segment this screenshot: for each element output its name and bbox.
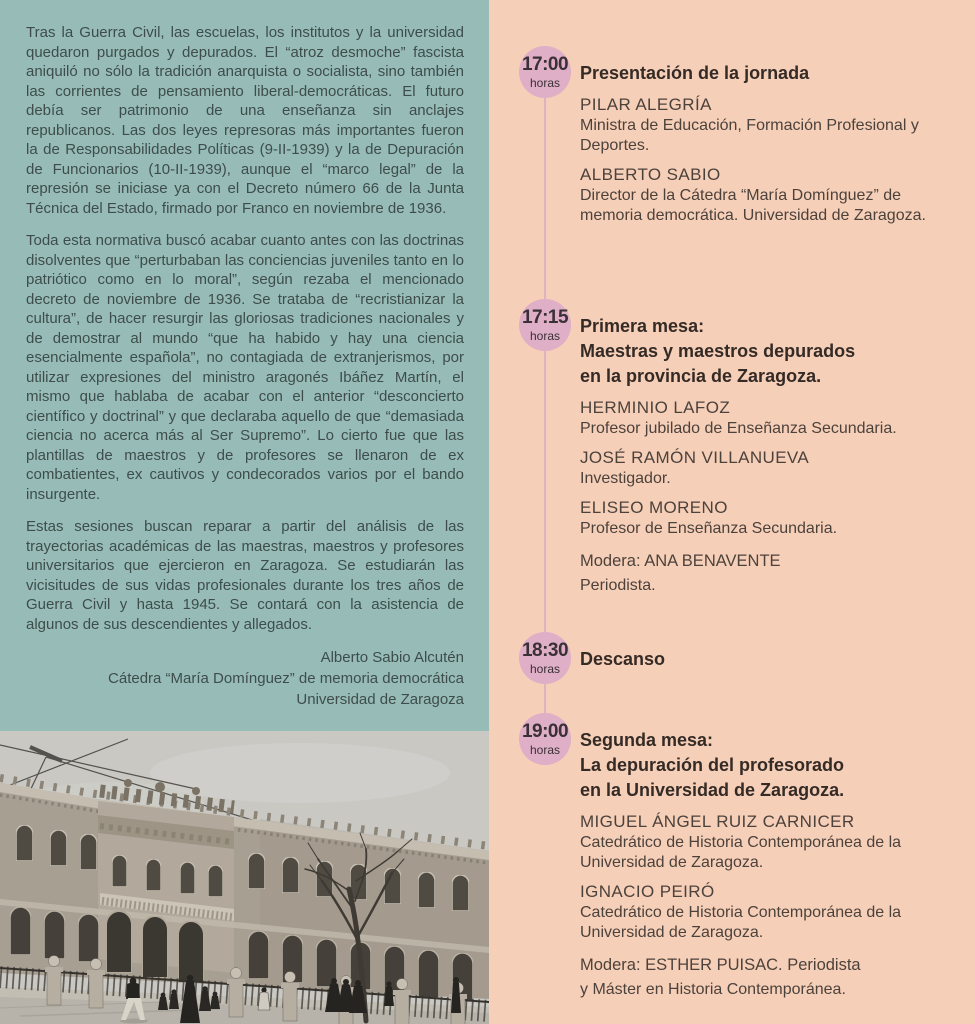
speaker-entry <box>580 497 941 539</box>
intro-paragraph-1: Tras la Guerra Civil, las escuelas, los institutos y la universidad quedaron purgados y depurados. El “atroz desmoche” fascista aniquiló no sólo la tradición anarquista o socialista, sino también las corrientes de pensamiento liberal-democráticas. El futuro debía ser patrimonio de una enseñanza sin anclajes republicanos. Las dos leyes represoras más importantes fueron la de Responsabilidades Políticas (9-II-1939) y la de Depuración de Funcionarios (10-II-1939), aunque el “marco legal” de la represión se iniciase ya con el Decreto número 66 de la Junta Técnica del Estado, firmado por Franco en noviembre de 1936. <box>26 24 464 217</box>
session-title-line: Descanso <box>580 649 666 669</box>
signature-block <box>26 647 464 710</box>
session-title-line: Primera mesa: <box>580 316 705 336</box>
signature-university: Universidad de Zaragoza <box>296 691 464 708</box>
session-title <box>580 728 941 803</box>
time-label: 19:00 <box>521 721 569 742</box>
time-badge-18-30 <box>519 632 571 684</box>
session-title <box>580 647 941 672</box>
time-unit-label: horas <box>529 76 561 90</box>
signature-chair: Cátedra “María Domínguez” de memoria democrática <box>108 670 464 687</box>
intro-paragraph-3: Estas sesiones buscan reparar a partir del análisis de las trayectorias académicas de las maestras, maestros y profesores universitarios que ejercieron en Zaragoza. Se estudiarán las vicisitudes de sus vidas profesionales durante los tres años de Guerra Civil y hasta 1945. Se contará con la asistencia de algunos de sus descendientes y allegados. <box>26 518 464 633</box>
speaker-entry <box>580 94 941 156</box>
time-badge-17-00 <box>519 46 571 98</box>
time-unit-label: horas <box>529 743 561 757</box>
speaker-role: Ministra de Educación, Formación Profesional y Deportes. <box>580 117 919 154</box>
speaker-entry <box>580 397 941 439</box>
speaker-role: Catedrático de Historia Contemporánea de la Universidad de Zaragoza. <box>580 904 902 941</box>
time-label: 17:15 <box>521 307 569 328</box>
session-title <box>580 61 941 86</box>
speaker-entry <box>580 811 941 873</box>
intro-paragraph-2: Toda esta normativa buscó acabar cuanto antes con las doctrinas disolventes que “perturbaban las conciencias juveniles tanto en lo patriótico como en lo moral”, según rezaba el mencionado decreto de noviembre de 1936. Se trataba de “recristianizar la cultura”, de hacer resurgir las gloriosas tradiciones nacionales y de demostrar al mundo “que ha habido y hay una ciencia esencialmente española”, no contagiada de extranjerismos, por utilizar expresiones del ministro aragonés Ibáñez Martín, el mismo que hablaba de acabar con el anterior “desconcierto científico y doctrinal” y que declaraba aquello de que “demasiada ciencia no acerca más al Ser Supremo”. Lo cierto fue que las plantillas de maestros y de profesores se llenaron de ex combatientes, ex cautivos y condecorados varios por el bando insurgente. <box>26 232 464 503</box>
time-unit-label: horas <box>529 329 561 343</box>
speaker-name: HERMINIO LAFOZ <box>580 398 731 417</box>
session-title-line: Presentación de la jornada <box>580 63 810 83</box>
speaker-role: Profesor jubilado de Enseñanza Secundaria. <box>580 420 897 437</box>
historic-building-photo <box>0 731 489 1024</box>
session-descanso <box>489 632 975 676</box>
building-photo-illustration <box>0 731 489 1024</box>
session-title <box>580 314 941 389</box>
time-label: 17:00 <box>521 54 569 75</box>
moderator-role: y Máster en Historia Contemporánea. <box>580 981 846 998</box>
speaker-name: ELISEO MORENO <box>580 498 728 517</box>
signature-author: Alberto Sabio Alcutén <box>320 649 464 666</box>
speaker-name: MIGUEL ÁNGEL RUIZ CARNICER <box>580 812 855 831</box>
intro-text-block <box>0 0 489 710</box>
speaker-entry <box>580 447 941 489</box>
speaker-role: Profesor de Enseñanza Secundaria. <box>580 520 838 537</box>
moderator-name: Modera: ESTHER PUISAC. Periodista <box>580 956 861 974</box>
session-title-line: La depuración del profesorado <box>580 755 845 775</box>
schedule-column <box>489 0 975 1024</box>
speaker-entry <box>580 164 941 226</box>
speaker-name: IGNACIO PEIRÓ <box>580 882 715 901</box>
session-primera-mesa <box>489 299 975 597</box>
time-badge-17-15 <box>519 299 571 351</box>
time-badge-19-00 <box>519 713 571 765</box>
moderator-entry <box>580 954 941 1001</box>
moderator-name: Modera: ANA BENAVENTE <box>580 552 781 570</box>
session-title-line: Segunda mesa: <box>580 730 714 750</box>
speaker-role: Investigador. <box>580 470 671 487</box>
session-title-line: en la Universidad de Zaragoza. <box>580 780 845 800</box>
speaker-role: Catedrático de Historia Contemporánea de la Universidad de Zaragoza. <box>580 834 902 871</box>
speaker-entry <box>580 881 941 943</box>
speaker-name: PILAR ALEGRÍA <box>580 95 712 114</box>
session-segunda-mesa <box>489 713 975 1001</box>
speaker-name: JOSÉ RAMÓN VILLANUEVA <box>580 448 810 467</box>
moderator-role: Periodista. <box>580 577 656 594</box>
session-presentacion <box>489 46 975 226</box>
speaker-role: Director de la Cátedra “María Domínguez” de memoria democrática. Universidad de Zaragoza. <box>580 187 926 224</box>
session-title-line: en la provincia de Zaragoza. <box>580 366 822 386</box>
speaker-name: ALBERTO SABIO <box>580 165 721 184</box>
time-label: 18:30 <box>521 640 569 661</box>
time-unit-label: horas <box>529 662 561 676</box>
moderator-entry <box>580 550 941 597</box>
session-title-line: Maestras y maestros depurados <box>580 341 856 361</box>
